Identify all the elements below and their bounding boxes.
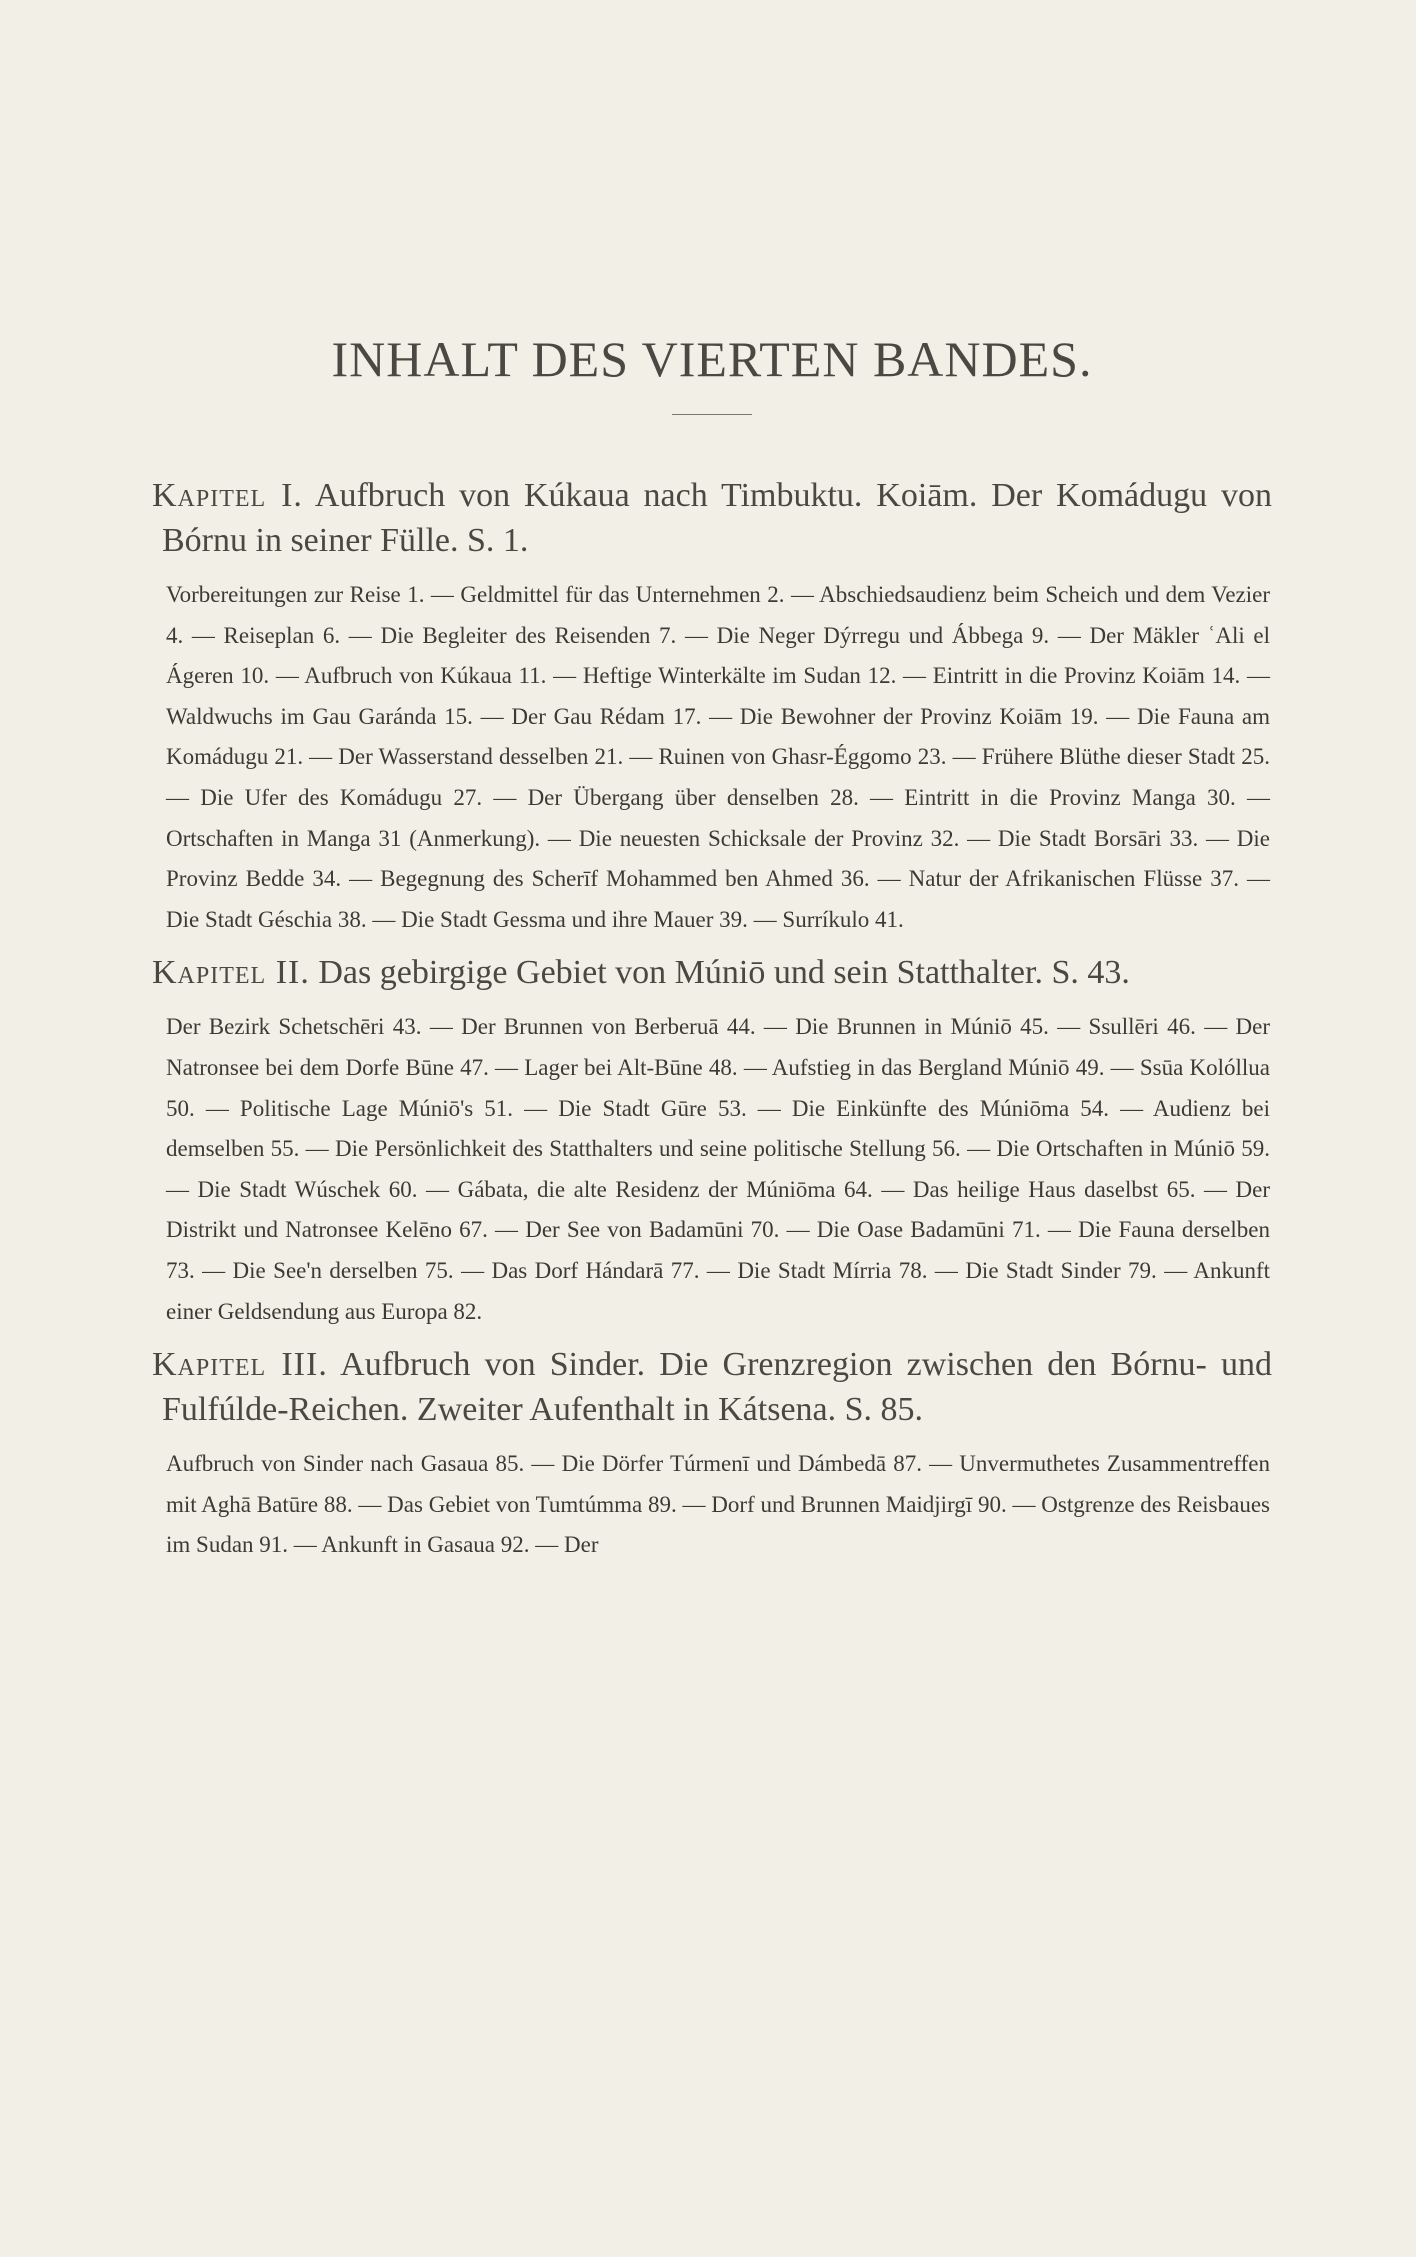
chapter-summary: Aufbruch von Sinder nach Gasaua 85. — Die Dörfer Túrmenī und Dámbedā 87. — Unvermuthetes Zusammentreffen mit Aghā Batūre 88. — Das Gebiet von Tumtúmma 89. — Dorf und Brunnen Maidjirgī 90. — Ostgrenze des Reisbaues im Sudan 91. — Ankunft in Gasaua 92. — Der	[166, 1451, 1270, 1558]
chapter-1	[152, 473, 1272, 940]
chapter-summary: Der Bezirk Schetschēri 43. — Der Brunnen von Berberuā 44. — Die Brunnen in Múniō 45. — Ssullēri 46. — Der Natronsee bei dem Dorfe Būne 47. — Lager bei Alt-Būne 48. — Aufstieg in das Bergland Múniō 49. — Ssūa Kolóllua 50. — Politische Lage Múniō's 51. — Die Stadt Gūre 53. — Die Einkünfte des Múniōma 54. — Audienz bei demselben 55. — Die Persönlichkeit des Statthalters und seine politische Stellung 56. — Die Ortschaften in Múniō 59. — Die Stadt Wúschek 60. — Gábata, die alte Residenz der Múniōma 64. — Das heilige Haus daselbst 65. — Der Distrikt und Natronsee Kelēno 67. — Der See von Badamūni 70. — Die Oase Badamūni 71. — Die Fauna derselben 73. — Die See'n derselben 75. — Das Dorf Hándarā 77. — Die Stadt Mírria 78. — Die Stadt Sinder 79. — Ankunft einer Geldsendung aus Europa 82.	[166, 1014, 1270, 1324]
chapter-label: Kapitel I.	[152, 477, 303, 514]
chapter-title: Aufbruch von Sinder. Die Grenzregion zwischen den Bórnu- und Fulfúlde-Reichen. Zweiter Aufenthalt in Kátsena. S. 85.	[162, 1346, 1273, 1429]
chapter-label: Kapitel II.	[152, 954, 310, 992]
page-title: INHALT DES VIERTEN BANDES.	[331, 331, 1093, 387]
title-divider	[672, 414, 752, 415]
chapter-2	[152, 950, 1272, 1332]
chapter-3	[152, 1342, 1272, 1566]
chapter-heading	[152, 473, 1272, 563]
chapter-summary: Vorbereitungen zur Reise 1. — Geldmittel für das Unternehmen 2. — Abschiedsaudienz beim Scheich und dem Vezier 4. — Reiseplan 6. — Die Begleiter des Reisenden 7. — Die Neger Dýrregu und Ábbega 9. — Der Mäkler ʿAli el Ágeren 10. — Aufbruch von Kúkaua 11. — Heftige Winterkälte im Sudan 12. — Eintritt in die Provinz Koiām 14. — Waldwuchs im Gau Garánda 15. — Der Gau Rédam 17. — Die Bewohner der Provinz Koiām 19. — Die Fauna am Komádugu 21. — Der Wasserstand desselben 21. — Ruinen von Ghasr-Éggomo 23. — Frühere Blüthe dieser Stadt 25. — Die Ufer des Komádugu 27. — Der Übergang über denselben 28. — Eintritt in die Provinz Manga 30. — Ortschaften in Manga 31 (Anmerkung). — Die neuesten Schicksale der Provinz 32. — Die Stadt Borsāri 33. — Die Provinz Bedde 34. — Begegnung des Scherīf Mohammed ben Ahmed 36. — Natur der Afrikanischen Flüsse 37. — Die Stadt Géschia 38. — Die Stadt Gessma und ihre Mauer 39. — Surríkulo 41.	[166, 582, 1270, 932]
chapter-title: Aufbruch von Kúkaua nach Timbuktu. Koiām. Der Komádugu von Bórnu in seiner Fülle. S. 1.	[162, 477, 1272, 559]
chapter-heading	[152, 950, 1272, 995]
contents-page	[152, 330, 1272, 1576]
chapter-heading	[152, 1342, 1272, 1432]
chapter-label: Kapitel III.	[152, 1346, 328, 1384]
chapter-title: Das gebirgige Gebiet von Múniō und sein Statthalter. S. 43.	[318, 954, 1130, 992]
